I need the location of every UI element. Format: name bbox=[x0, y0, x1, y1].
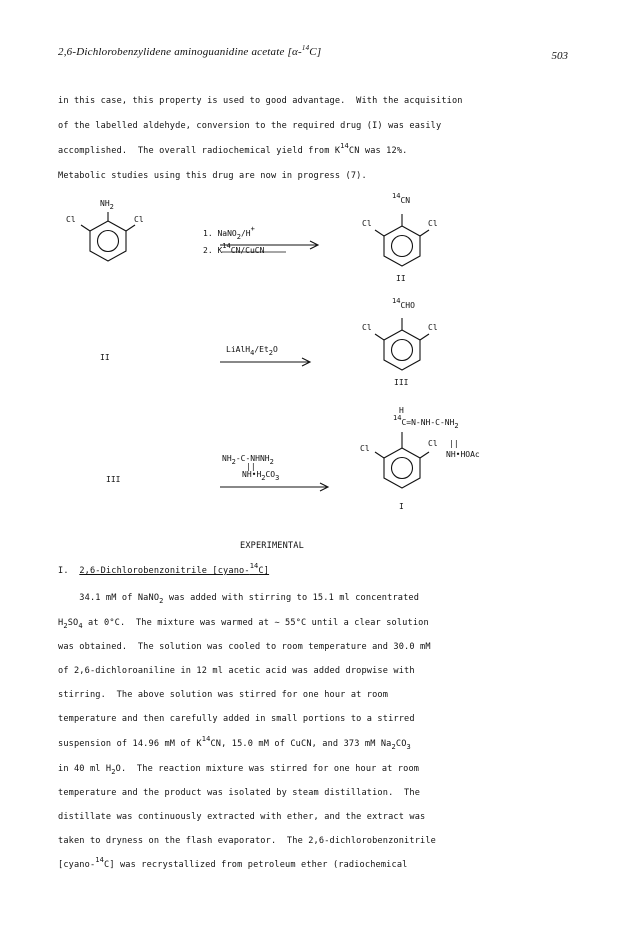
acetate-label: NH•HOAc bbox=[446, 450, 480, 459]
chloro-right-label: Cl bbox=[428, 323, 438, 332]
body-line-4: of 2,6-dichloroaniline in 12 ml acetic acid was added dropwise with bbox=[58, 666, 415, 676]
benzene-ring-I bbox=[375, 432, 429, 488]
condition-lialh4: LiAlH4/Et2O bbox=[226, 345, 278, 357]
intro-line-1: in this case, this property is used to good advantage. With the acquisition bbox=[58, 96, 463, 106]
intro-line-2: of the labelled aldehyde, conversion to the required drug (I) was easily bbox=[58, 121, 442, 131]
section-heading: I. 2,6-Dichlorobenzonitrile [cyano-$^{14}$C] bbox=[58, 562, 270, 576]
body-line-8: in 40 ml $H_2O$. The reaction mixture was stirred for one hour at room bbox=[58, 764, 420, 776]
body-line-11: taken to dryness on the flash evaporator. The 2,6-dichlorobenzonitrile bbox=[58, 836, 436, 846]
intro-line-4: Metabolic studies using this drug are now in progress (7). bbox=[58, 171, 367, 181]
double-bond-mark: || bbox=[449, 439, 459, 448]
running-header: 2,6-Dichlorobenzylidene aminoguanidine acetate [α-$^{14}$C] bbox=[58, 44, 322, 58]
chloro-left-label: Cl bbox=[362, 219, 372, 228]
body-line-6: temperature and then carefully added in small portions to a stirred bbox=[58, 714, 415, 724]
chloro-right-label: Cl bbox=[134, 215, 144, 224]
page-number: 503 bbox=[551, 50, 568, 62]
body-line-12: [cyano-$^{14}$C] was recrystallized from petroleum ether (radiochemical bbox=[58, 856, 408, 870]
condition-bicarbonate: NH•H2CO3 bbox=[242, 470, 280, 482]
compound-label-III: III bbox=[394, 378, 409, 387]
reactant-II: II bbox=[100, 353, 110, 362]
compound-label-II: II bbox=[396, 274, 406, 283]
benzene-ring-start bbox=[81, 212, 135, 261]
hydrazone-chain: 14C=N-NH-C-NH2 bbox=[393, 414, 459, 430]
intro-line-3: accomplished. The overall radiochemical yield from $K^{14}CN$ was 12%. bbox=[58, 142, 408, 156]
benzene-ring-III bbox=[375, 318, 429, 370]
chloro-left-label: Cl bbox=[362, 323, 372, 332]
condition-aminoguanidine: NH2-C-NHNH2 bbox=[222, 454, 274, 466]
hydrogen-label: H bbox=[399, 406, 404, 415]
condition-1: 1. NaNO2/H+ bbox=[203, 225, 255, 241]
body-line-7: suspension of 14.96 mM of $K^{14}CN$, 15.0 mM of CuCN, and 373 mM $Na_2CO_3$ bbox=[58, 735, 411, 751]
body-line-3: was obtained. The solution was cooled to room temperature and 30.0 mM bbox=[58, 642, 431, 652]
body-line-2: $H_2SO_4$ at 0°C. The mixture was warmed at ∼ 55°C until a clear solution bbox=[58, 618, 429, 630]
nitrile-label: 14CN bbox=[392, 192, 411, 205]
body-line-1: 34.1 mM of NaNO$_2$ was added with stirring to 15.1 ml concentrated bbox=[58, 593, 420, 605]
double-bond-mark: || bbox=[246, 462, 256, 471]
chloro-left-label: Cl bbox=[360, 444, 370, 453]
chloro-left-label: Cl bbox=[66, 215, 76, 224]
chloro-right-label: Cl bbox=[428, 439, 438, 448]
experimental-heading: EXPERIMENTAL bbox=[240, 541, 304, 551]
body-line-9: temperature and the product was isolated by steam distillation. The bbox=[58, 788, 421, 798]
chloro-right-label: Cl bbox=[428, 219, 438, 228]
aldehyde-label: 14CHO bbox=[392, 297, 415, 310]
body-line-5: stirring. The above solution was stirred for one hour at room bbox=[58, 690, 389, 700]
amine-label: NH2 bbox=[100, 199, 114, 211]
reactant-III: III bbox=[106, 475, 121, 484]
benzene-ring-II bbox=[375, 214, 429, 266]
condition-2: 2. K14CN/CuCN bbox=[203, 242, 265, 255]
body-line-10: distillate was continuously extracted with ether, and the extract was bbox=[58, 812, 426, 822]
compound-label-I: I bbox=[399, 502, 404, 511]
